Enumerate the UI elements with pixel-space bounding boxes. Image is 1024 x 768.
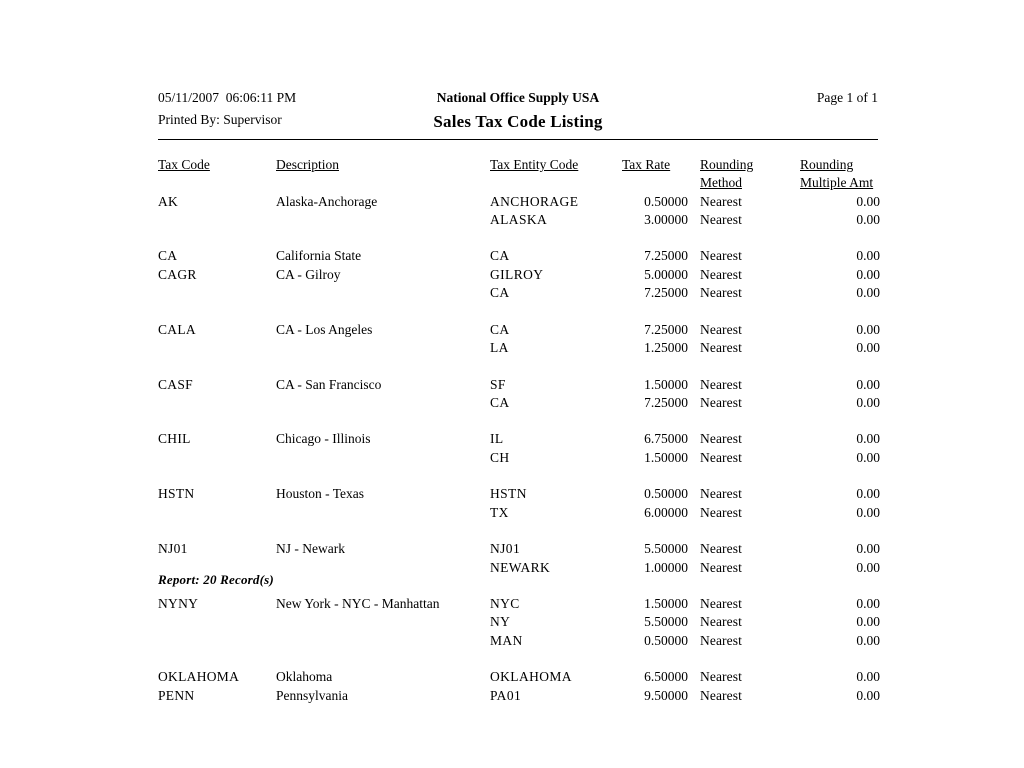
- table-row: [158, 394, 880, 412]
- cell-rounding-multiple-amt: 0.00: [856, 211, 880, 227]
- cell-rounding-multiple-amt: 0.00: [856, 541, 880, 557]
- cell-tax-entity-code: NY: [490, 614, 511, 630]
- cell-tax-entity-code: HSTN: [490, 486, 527, 502]
- cell-rounding-method: Nearest: [700, 266, 742, 282]
- table-row: [158, 321, 880, 339]
- cell-tax-code: AK: [158, 193, 179, 209]
- cell-rounding-multiple-amt: 0.00: [856, 486, 880, 502]
- cell-tax-rate: 5.50000: [644, 541, 688, 557]
- table-row-spacer: [158, 467, 880, 485]
- cell-description: California State: [276, 248, 362, 264]
- cell-tax-rate: 0.50000: [644, 486, 688, 502]
- cell-tax-entity-code: PA01: [490, 687, 522, 703]
- cell-rounding-method: Nearest: [700, 321, 742, 337]
- cell-tax-code: [158, 613, 276, 631]
- cell-tax-rate: 5.00000: [644, 266, 688, 282]
- cell-tax-code: [158, 211, 276, 229]
- table-row: [158, 430, 880, 448]
- table-row-spacer: [158, 650, 880, 668]
- cell-tax-code: [158, 632, 276, 650]
- cell-rounding-method: Nearest: [700, 614, 742, 630]
- cell-rounding-method: Nearest: [700, 596, 742, 612]
- cell-tax-code: NYNY: [158, 596, 199, 612]
- header-row-1: [158, 90, 878, 112]
- table-row: [158, 504, 880, 522]
- cell-tax-entity-code: CA: [490, 394, 510, 410]
- cell-description: Houston - Texas: [276, 486, 365, 502]
- table-row: [158, 247, 880, 265]
- cell-description: [276, 559, 490, 577]
- cell-rounding-method: Nearest: [700, 559, 742, 575]
- cell-tax-entity-code: CA: [490, 321, 510, 337]
- column-header-tax-code: Tax Code: [158, 157, 210, 172]
- cell-tax-entity-code: NEWARK: [490, 559, 551, 575]
- cell-rounding-method: Nearest: [700, 285, 742, 301]
- cell-description: CA - Gilroy: [276, 266, 341, 282]
- table-row: [158, 540, 880, 558]
- cell-tax-entity-code: TX: [490, 504, 509, 520]
- header-divider: [158, 139, 878, 140]
- table-row-spacer: [158, 229, 880, 247]
- cell-rounding-multiple-amt: 0.00: [856, 687, 880, 703]
- printed-by: Printed By: Supervisor: [158, 112, 282, 127]
- cell-tax-rate: 6.50000: [644, 669, 688, 685]
- cell-description: [276, 632, 490, 650]
- cell-tax-entity-code: MAN: [490, 632, 523, 648]
- table-row: [158, 632, 880, 650]
- cell-tax-entity-code: LA: [490, 339, 509, 355]
- cell-description: [276, 284, 490, 302]
- table-row: [158, 449, 880, 467]
- cell-tax-rate: 7.25000: [644, 394, 688, 410]
- cell-tax-code: HSTN: [158, 486, 195, 502]
- cell-tax-code: [158, 504, 276, 522]
- cell-tax-entity-code: CH: [490, 449, 510, 465]
- cell-rounding-method: Nearest: [700, 486, 742, 502]
- cell-tax-code: CAGR: [158, 266, 197, 282]
- cell-tax-code: CASF: [158, 376, 193, 392]
- table-row-spacer: [158, 522, 880, 540]
- cell-tax-rate: 1.00000: [644, 559, 688, 575]
- cell-tax-rate: 1.50000: [644, 376, 688, 392]
- table-row: [158, 485, 880, 503]
- table-row: [158, 613, 880, 631]
- cell-description: [276, 613, 490, 631]
- table-row-spacer: [158, 412, 880, 430]
- cell-tax-code: CALA: [158, 321, 196, 337]
- table-row: [158, 193, 880, 211]
- cell-rounding-multiple-amt: 0.00: [856, 248, 880, 264]
- cell-description: [276, 339, 490, 357]
- table-header-row: [158, 156, 880, 193]
- cell-tax-code: OKLAHOMA: [158, 669, 240, 685]
- column-header-tax-rate: Tax Rate: [622, 157, 671, 172]
- cell-rounding-method: Nearest: [700, 431, 742, 447]
- column-header-tax-entity-code: Tax Entity Code: [490, 157, 579, 172]
- cell-tax-entity-code: OKLAHOMA: [490, 669, 572, 685]
- cell-tax-rate: 0.50000: [644, 632, 688, 648]
- cell-rounding-multiple-amt: 0.00: [856, 376, 880, 392]
- cell-tax-entity-code: SF: [490, 376, 506, 392]
- cell-tax-entity-code: NYC: [490, 596, 520, 612]
- cell-rounding-method: Nearest: [700, 339, 742, 355]
- cell-rounding-method: Nearest: [700, 632, 742, 648]
- cell-tax-entity-code: CA: [490, 248, 510, 264]
- report-title: Sales Tax Code Listing: [433, 112, 603, 131]
- cell-tax-code: [158, 284, 276, 302]
- table-row: [158, 687, 880, 705]
- cell-tax-rate: 6.75000: [644, 431, 688, 447]
- cell-rounding-multiple-amt: 0.00: [856, 394, 880, 410]
- cell-tax-rate: 3.00000: [644, 211, 688, 227]
- cell-description: Alaska-Anchorage: [276, 193, 378, 209]
- column-header-description: Description: [276, 157, 339, 172]
- cell-rounding-method: Nearest: [700, 248, 742, 264]
- company-name: National Office Supply USA: [436, 90, 600, 105]
- report-header: [158, 90, 878, 134]
- cell-rounding-multiple-amt: 0.00: [856, 559, 880, 575]
- cell-rounding-method: Nearest: [700, 394, 742, 410]
- cell-tax-code: [158, 339, 276, 357]
- cell-tax-code: CHIL: [158, 431, 191, 447]
- cell-rounding-method: Nearest: [700, 541, 742, 557]
- cell-tax-rate: 0.50000: [644, 193, 688, 209]
- cell-rounding-method: Nearest: [700, 504, 742, 520]
- table-row-spacer: [158, 302, 880, 320]
- cell-tax-rate: 6.00000: [644, 504, 688, 520]
- cell-tax-entity-code: IL: [490, 431, 504, 447]
- table-row: [158, 339, 880, 357]
- cell-rounding-method: Nearest: [700, 449, 742, 465]
- table-row-spacer: [158, 357, 880, 375]
- table-row: [158, 668, 880, 686]
- cell-tax-code: PENN: [158, 687, 195, 703]
- page-number: Page 1 of 1: [816, 90, 878, 105]
- cell-tax-entity-code: CA: [490, 285, 510, 301]
- table-row: [158, 595, 880, 613]
- cell-rounding-multiple-amt: 0.00: [856, 596, 880, 612]
- table-row: [158, 211, 880, 229]
- cell-description: New York - NYC - Manhattan: [276, 596, 440, 612]
- record-count: Report: 20 Record(s): [158, 572, 274, 587]
- cell-description: CA - San Francisco: [276, 376, 382, 392]
- cell-description: CA - Los Angeles: [276, 321, 373, 337]
- cell-tax-rate: 9.50000: [644, 687, 688, 703]
- table-body: [158, 193, 880, 705]
- cell-tax-rate: 7.25000: [644, 321, 688, 337]
- cell-tax-entity-code: GILROY: [490, 266, 544, 282]
- column-header-rounding-method: Rounding Method: [700, 157, 754, 191]
- cell-tax-code: [158, 394, 276, 412]
- cell-rounding-method: Nearest: [700, 211, 742, 227]
- cell-tax-rate: 5.50000: [644, 614, 688, 630]
- cell-rounding-multiple-amt: 0.00: [856, 193, 880, 209]
- cell-rounding-multiple-amt: 0.00: [856, 449, 880, 465]
- cell-description: [276, 394, 490, 412]
- cell-rounding-multiple-amt: 0.00: [856, 669, 880, 685]
- cell-tax-code: CA: [158, 248, 178, 264]
- cell-description: [276, 504, 490, 522]
- cell-rounding-multiple-amt: 0.00: [856, 339, 880, 355]
- cell-rounding-multiple-amt: 0.00: [856, 321, 880, 337]
- cell-rounding-method: Nearest: [700, 376, 742, 392]
- cell-description: [276, 211, 490, 229]
- cell-tax-code: NJ01: [158, 541, 188, 557]
- table-row: [158, 284, 880, 302]
- table-row: [158, 376, 880, 394]
- cell-tax-rate: 1.25000: [644, 339, 688, 355]
- table-row: [158, 266, 880, 284]
- cell-rounding-multiple-amt: 0.00: [856, 614, 880, 630]
- cell-tax-rate: 1.50000: [644, 449, 688, 465]
- cell-description: Chicago - Illinois: [276, 431, 371, 447]
- header-row-2: [158, 112, 878, 134]
- cell-tax-rate: 7.25000: [644, 285, 688, 301]
- cell-tax-rate: 7.25000: [644, 248, 688, 264]
- cell-rounding-method: Nearest: [700, 687, 742, 703]
- column-header-rounding-multiple-amt: Rounding Multiple Amt: [800, 157, 874, 191]
- tax-code-table: [158, 156, 880, 705]
- cell-tax-entity-code: ANCHORAGE: [490, 193, 579, 209]
- cell-rounding-multiple-amt: 0.00: [856, 632, 880, 648]
- cell-description: [276, 449, 490, 467]
- cell-rounding-method: Nearest: [700, 669, 742, 685]
- cell-tax-code: [158, 449, 276, 467]
- cell-rounding-method: Nearest: [700, 193, 742, 209]
- cell-rounding-multiple-amt: 0.00: [856, 266, 880, 282]
- cell-description: NJ - Newark: [276, 541, 345, 557]
- cell-description: Pennsylvania: [276, 687, 348, 703]
- cell-tax-entity-code: NJ01: [490, 541, 521, 557]
- cell-tax-rate: 1.50000: [644, 596, 688, 612]
- cell-tax-entity-code: ALASKA: [490, 211, 548, 227]
- cell-description: Oklahoma: [276, 669, 333, 685]
- report-datetime: 05/11/2007 06:06:11 PM: [158, 90, 297, 105]
- cell-rounding-multiple-amt: 0.00: [856, 285, 880, 301]
- cell-rounding-multiple-amt: 0.00: [856, 431, 880, 447]
- cell-rounding-multiple-amt: 0.00: [856, 504, 880, 520]
